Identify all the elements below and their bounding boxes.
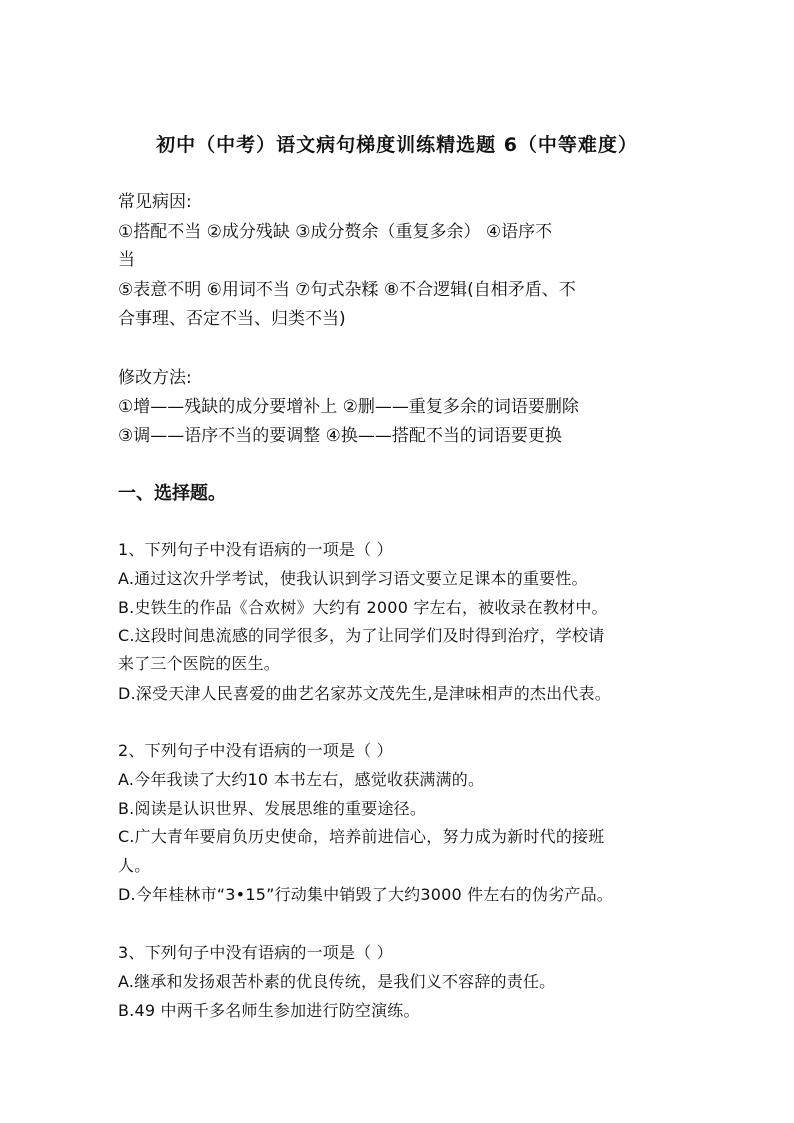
question-stem: 1、下列句子中没有语病的一项是（ ） bbox=[118, 540, 393, 559]
question-stem: 3、下列句子中没有语病的一项是（ ） bbox=[118, 943, 393, 962]
causes-line-1: ①搭配不当 ②成分残缺 ③成分赘余（重复多余） ④语序不 bbox=[118, 222, 553, 242]
question-option: 人。 bbox=[118, 856, 151, 875]
question-option: A.通过这次升学考试，使我认识到学习语文要立足课本的重要性。 bbox=[118, 569, 588, 588]
question-option: B.阅读是认识世界、发展思维的重要途径。 bbox=[118, 799, 427, 818]
document-title: 初中（中考）语文病句梯度训练精选题 6（中等难度） bbox=[156, 134, 638, 156]
methods-heading: 修改方法: bbox=[118, 368, 192, 388]
methods-line-1: ①增——残缺的成分要增补上 ②删——重复多余的词语要删除 bbox=[118, 397, 579, 417]
question-option: A.今年我读了大约10 本书左右，感觉收获满满的。 bbox=[118, 770, 485, 789]
causes-line-1-cont: 当 bbox=[118, 250, 135, 270]
methods-line-2: ③调——语序不当的要调整 ④换——搭配不当的词语要更换 bbox=[118, 426, 562, 446]
question-option: D.今年桂林市“3•15”行动集中销毁了大约3000 件左右的伪劣产品。 bbox=[118, 885, 613, 904]
question-option: B.史铁生的作品《合欢树》大约有 2000 字左右，被收录在教材中。 bbox=[118, 598, 608, 617]
causes-line-2: ⑤表意不明 ⑥用词不当 ⑦句式杂糅 ⑧不合逻辑(自相矛盾、不 bbox=[118, 280, 576, 300]
section-heading: 一、选择题。 bbox=[118, 483, 226, 504]
question-stem: 2、下列句子中没有语病的一项是（ ） bbox=[118, 741, 393, 760]
causes-heading: 常见病因: bbox=[118, 192, 192, 212]
causes-line-2-cont: 合事理、否定不当、归类不当) bbox=[118, 309, 346, 329]
question-option: C.广大青年要肩负历史使命，培养前进信心，努力成为新时代的接班 bbox=[118, 827, 605, 846]
question-option: B.49 中两千多名师生参加进行防空演练。 bbox=[118, 1001, 420, 1020]
question-option: C.这段时间患流感的同学很多，为了让同学们及时得到治疗，学校请 bbox=[118, 626, 605, 645]
question-option: A.继承和发扬艰苦朴素的优良传统，是我们义不容辞的责任。 bbox=[118, 972, 556, 991]
question-option: 来了三个医院的医生。 bbox=[118, 654, 281, 673]
question-option: D.深受天津人民喜爱的曲艺名家苏文茂先生,是津味相声的杰出代表。 bbox=[118, 684, 611, 703]
